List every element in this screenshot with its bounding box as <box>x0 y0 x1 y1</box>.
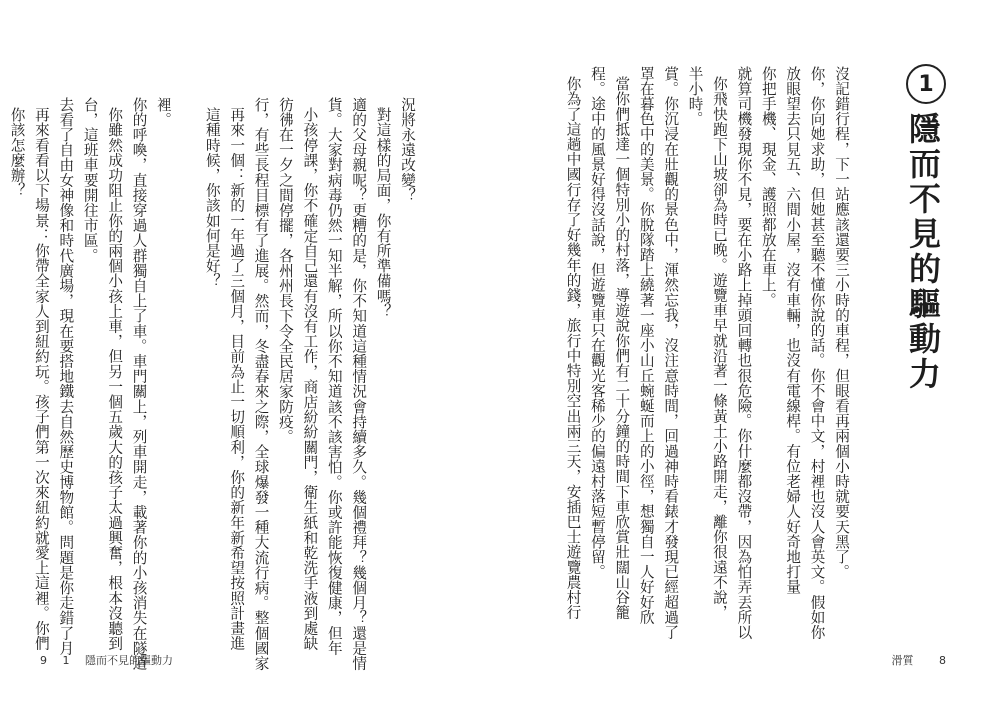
left-page-number: 9 <box>40 654 47 667</box>
right-page-footer <box>870 652 947 668</box>
chapter-title: 隱而不見的驅動力 <box>904 112 942 392</box>
right-page-number: 8 <box>939 654 946 667</box>
right-page-body-text: 沒記錯行程，下一站應該還要三小時的車程，但眼看再兩個小時就要天黑了。 你，你向她求助，但她甚至聽不懂你說的話。你不會中文，村裡也沒人會英文。假如你 放眼望去只見五、六間小屋，沒有車輛，也沒有電線桿。有位老婦人好奇地打量 你把手機、現金、護照都放在車上。 就算司機發現你不見，要在小路上掉頭回轉也很危險。你什麼都沒帶，因為怕弄丟所以 你飛快跑下山坡卻為時已晚。遊覽車早就沿著一條黃土小路開走，離你很遠不說， 半小時。 賞。你沉浸在壯觀的景色中，渾然忘我，沒注意時間，回過神時看錶才發現已經超過了 罩在暮色中的美景。你脫隊踏上繞著一座小山丘蜿蜒而上的小徑，想獨自一人好好欣 當你們抵達一個特別小的村落，導遊說你們有二十分鐘的時間下車欣賞壯闊山谷籠 程。途中的風景好得沒話說，但遊覽車只在觀光客稀少的偏遠村落短暫停留。 你為了這趟中國行存了好幾年的錢，旅行中特別空出兩三天，安插巴士遊覽農村行 <box>564 66 850 640</box>
right-page <box>500 0 1000 710</box>
left-running-head-chapter: 1 <box>62 654 70 667</box>
left-page-body-text: 況將永遠改變？ 對這樣的局面，你有所準備嗎？ 適的父母親呢？更糟的是，你不知道這種情況會持續多久。幾個禮拜？幾個月？還是情 貨。大家對病毒仍然一知半解，所以你不知道該不該害怕。你或許能恢復健康，但年 小孩停課，你不確定自己還有沒有工作，商店紛紛關門，衛生紙和乾洗手液到處缺 彷彿在一夕之間停擺，各州州長下令全民居家防疫。 行，有些長程目標有了進展。然而，冬盡春來之際，全球爆發一種大流行病。整個國家 再來一個：新的一年過了三個月，目前為止一切順利，你的新年新希望按照計畫進 這種時候，你該如何是好？ 裡。 你的呼喚，直接穿過人群獨自上了車。車門關上，列車開走，載著你的小孩消失在隧道 你雖然成功阻止你的兩個小孩上車，但另一個五歲大的孩子太過興奮，根本沒聽到 台，這班車要開往市區。 去看了自由女神像和時代廣場，現在要搭地鐵去自然歷史博物館。問題是你走錯了月 再來看看以下場景：你帶全家人到紐約玩。孩子們第一次來紐約就愛上這裡。你們 你該怎麼辦？ <box>8 97 416 671</box>
left-running-head-title: 隱而不見的驅動力 <box>85 654 173 667</box>
chapter-number-badge <box>906 64 946 104</box>
right-running-head-title: 滑質 <box>891 654 914 667</box>
left-page-footer <box>40 652 185 668</box>
chapter-number: 1 <box>918 71 934 97</box>
